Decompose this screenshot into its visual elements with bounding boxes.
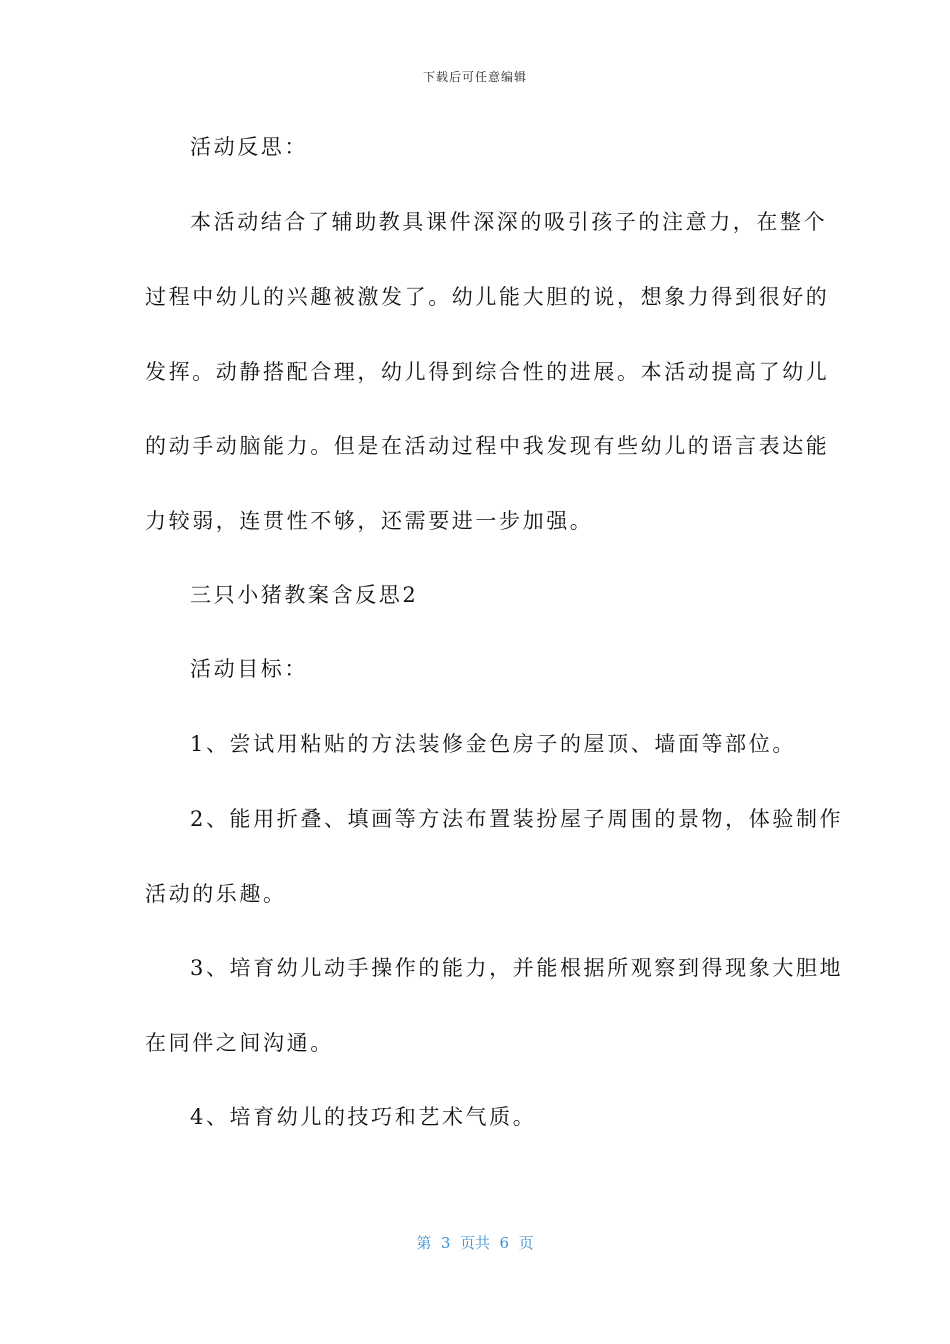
paragraph-line: 发挥。动静搭配合理，幼儿得到综合性的进展。本活动提高了幼儿 <box>145 360 830 384</box>
section-heading: 三只小猪教案含反思2 <box>190 583 419 607</box>
list-item-continuation: 在同伴之间沟通。 <box>145 1031 334 1055</box>
paragraph-line: 活动目标： <box>190 657 308 681</box>
list-item-continuation: 活动的乐趣。 <box>145 882 287 906</box>
list-item: 2、能用折叠、填画等方法布置装扮屋子周围的景物，体验制作 <box>190 807 844 831</box>
paragraph-line: 力较弱，连贯性不够，还需要进一步加强。 <box>145 509 594 533</box>
page-number-footer: 第 3 页共 6 页 <box>416 1234 534 1252</box>
header-note: 下载后可任意编辑 <box>422 70 527 84</box>
list-item: 1、尝试用粘贴的方法装修金色房子的屋顶、墙面等部位。 <box>190 732 796 756</box>
list-item: 4、培育幼儿的技巧和艺术气质。 <box>190 1105 537 1129</box>
paragraph-line: 活动反思： <box>190 135 308 159</box>
paragraph-line: 过程中幼儿的兴趣被激发了。幼儿能大胆的说，想象力得到很好的 <box>145 285 830 309</box>
list-item: 3、培育幼儿动手操作的能力，并能根据所观察到得现象大胆地 <box>190 956 844 980</box>
paragraph-line: 本活动结合了辅助教具课件深深的吸引孩子的注意力，在整个 <box>190 210 828 234</box>
paragraph-line: 的动手动脑能力。但是在活动过程中我发现有些幼儿的语言表达能 <box>145 434 830 458</box>
